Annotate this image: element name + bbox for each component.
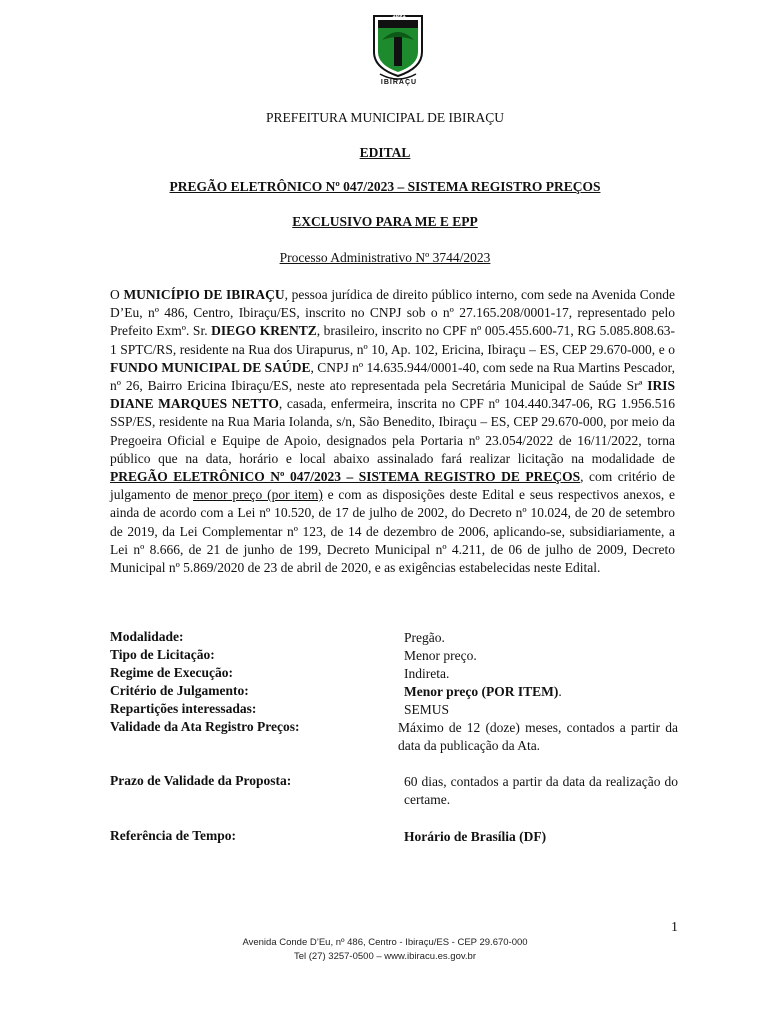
- detail-value: Horário de Brasília (DF): [404, 829, 547, 844]
- detail-label: Modalidade:: [110, 629, 184, 644]
- detail-label: Tipo de Licitação:: [110, 647, 215, 662]
- footer-address: Avenida Conde D’Eu, nº 486, Centro - Ibiraçu/ES - CEP 29.670-000: [242, 937, 528, 948]
- health-fund-name: FUNDO MUNICIPAL DE SAÚDE: [110, 359, 311, 375]
- detail-value: SEMUS: [404, 702, 450, 717]
- detail-value: Menor preço (POR ITEM).: [404, 684, 562, 699]
- footer-contact: Tel (27) 3257-0500 – www.ibiracu.es.gov.br: [293, 951, 476, 962]
- mayor-name: DIEGO KRENTZ: [211, 323, 317, 339]
- criterion-text: menor preço (por item): [193, 487, 323, 503]
- logo-year: 1891: [392, 13, 406, 19]
- institution-name: PREFEITURA MUNICIPAL DE IBIRAÇU: [266, 110, 504, 125]
- doc-title: PREGÃO ELETRÔNICO Nº 047/2023 – SISTEMA REGISTRO PREÇOS: [169, 179, 601, 194]
- detail-value: Máximo de 12 (doze) meses, contados a partir da data da publicação da Ata.: [398, 720, 678, 753]
- preamble-paragraph: O MUNICÍPIO DE IBIRAÇU, pessoa jurídica de direito público interno, com sede na Avenida Conde D’Eu, nº 486, Centro, Ibiraçu/ES, inscrito no CNPJ sob o nº 27.165.208/0001-17, representado pelo Prefeito Exmº. Sr. DIEGO KRENTZ, brasileiro, inscrito no CPF nº 005.455.600-71, RG 5.085.808.63-1 SPTC/RS, residente na Rua dos Uirapurus, nº 10, Ap. 102, Ericina, Ibiraçu – ES, CEP 29.670-000, e o FUNDO MUNICIPAL DE SAÚDE, CNPJ nº 14.635.944/0001-40, com sede na Rua Martins Pescador, nº 26, Bairro Ericina Ibiraçu/ES, neste ato representada pela Secretária Municipal de Saúde Srª IRIS DIANE MARQUES NETTO, casada, enfermeira, inscrita no CPF nº 104.440.347-06, RG 1.956.516 SSP/ES, residente na Rua Maria Iolanda, s/n, São Benedito, Ibiraçu – ES, CEP 29.670-000, por meio da Pregoeira Oficial e Equipe de Apoio, designados pela Portaria nº 23.054/2022 de 16/11/2022, torna público que na data, horário e local abaixo assinalado fará realizar licitação na modalidade de PREGÃO ELETRÔNICO Nº 047/2023 – SISTEMA REGISTRO DE PREÇOS, com critério de julgamento de menor preço (por item) e com as disposições deste Edital e seus respectivos anexos, e ainda de acordo com a Lei nº 10.520, de 17 de julho de 2002, do Decreto nº 10.024, de 20 de setembro de 2019, da Lei Complementar nº 123, de 14 de dezembro de 2006, aplicando-se, subsidiariamente, a Lei nº 8.666, de 21 de junho de 199, Decreto Municipal nº 4.211, de 06 de julho de 2009, Decreto Municipal nº 5.869/2020 de 23 de abril de 2020, e as exigências estabelecidas neste Edital.: [110, 287, 676, 576]
- logo-name: IBIRAÇU: [380, 79, 418, 86]
- detail-label: Referência de Tempo:: [110, 828, 236, 843]
- doc-type: EDITAL: [359, 145, 411, 160]
- secretary-name: IRIS DIANE MARQUES NETTO: [110, 378, 675, 412]
- process-number: Processo Administrativo Nº 3744/2023: [279, 250, 491, 265]
- detail-label: Critério de Julgamento:: [110, 683, 249, 698]
- modality-name: PREGÃO ELETRÔNICO Nº 047/2023 – SISTEMA REGISTRO DE PREÇOS: [110, 469, 581, 485]
- detail-label: Validade da Ata Registro Preços:: [110, 719, 300, 734]
- detail-label: Prazo de Validade da Proposta:: [110, 773, 292, 788]
- doc-subtitle: EXCLUSIVO PARA ME E EPP: [292, 214, 478, 229]
- municipality-name: MUNICÍPIO DE IBIRAÇU: [123, 287, 285, 302]
- detail-value: Menor preço.: [404, 648, 477, 663]
- detail-label: Regime de Execução:: [110, 665, 233, 680]
- detail-value: Indireta.: [404, 666, 450, 681]
- detail-value: Pregão.: [404, 630, 445, 645]
- detail-label: Repartições interessadas:: [110, 701, 257, 716]
- detail-value: 60 dias, contados a partir da data da realização do certame.: [404, 774, 678, 807]
- page-number: 1: [671, 920, 678, 935]
